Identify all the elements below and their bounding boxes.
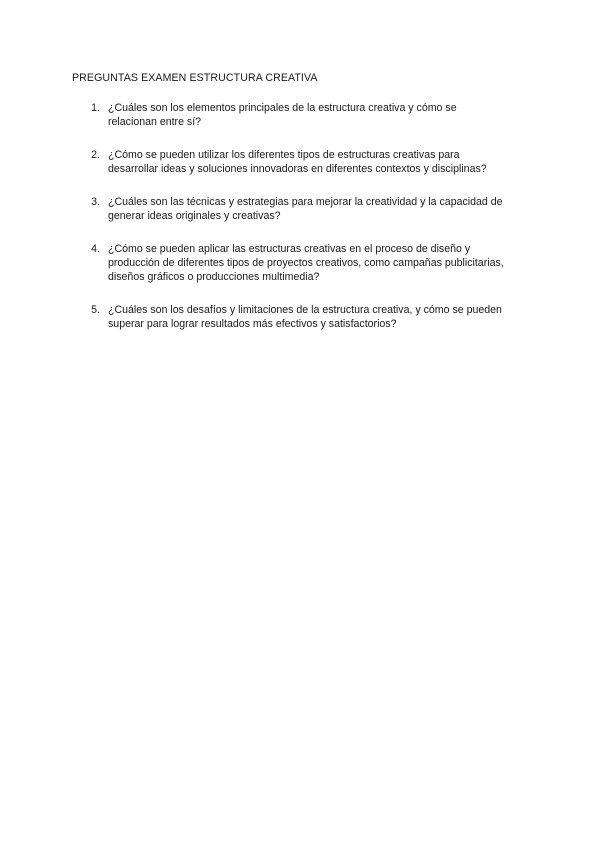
question-line: ¿Cuáles son las técnicas y estrategias para mejorar la creatividad y la capacidad de	[108, 196, 503, 208]
question-item-5	[72, 303, 532, 331]
question-line: desarrollar ideas y soluciones innovadoras en diferentes contextos y disciplinas?	[108, 163, 487, 175]
question-line: producción de diferentes tipos de proyectos creativos, como campañas publicitarias,	[108, 257, 504, 269]
question-line: relacionan entre sí?	[108, 116, 202, 128]
question-text	[108, 303, 532, 331]
question-item-4	[72, 242, 532, 284]
question-text	[108, 101, 532, 129]
question-line: ¿Cómo se pueden aplicar las estructuras creativas en el proceso de diseño y	[108, 243, 471, 255]
document-title: PREGUNTAS EXAMEN ESTRUCTURA CREATIVA	[72, 72, 318, 84]
question-line: superar para lograr resultados más efectivos y satisfactorios?	[108, 318, 397, 330]
question-number: 4.	[91, 243, 100, 255]
question-item-2	[72, 148, 532, 176]
question-list	[72, 101, 532, 350]
question-line: ¿Cuáles son los elementos principales de la estructura creativa y cómo se	[108, 102, 457, 114]
question-line: generar ideas originales y creativas?	[108, 210, 281, 222]
question-text	[108, 242, 532, 284]
question-line: ¿Cuáles son los desafíos y limitaciones de la estructura creativa, y cómo se pueden	[108, 304, 502, 316]
question-number: 5.	[91, 304, 100, 316]
question-item-3	[72, 195, 532, 223]
question-number: 1.	[91, 102, 100, 114]
question-text	[108, 148, 532, 176]
question-item-1	[72, 101, 532, 129]
question-number: 2.	[91, 149, 100, 161]
question-line: diseños gráficos o producciones multimedia?	[108, 271, 320, 283]
question-number: 3.	[91, 196, 100, 208]
question-line: ¿Cómo se pueden utilizar los diferentes tipos de estructuras creativas para	[108, 149, 460, 161]
question-text	[108, 195, 532, 223]
